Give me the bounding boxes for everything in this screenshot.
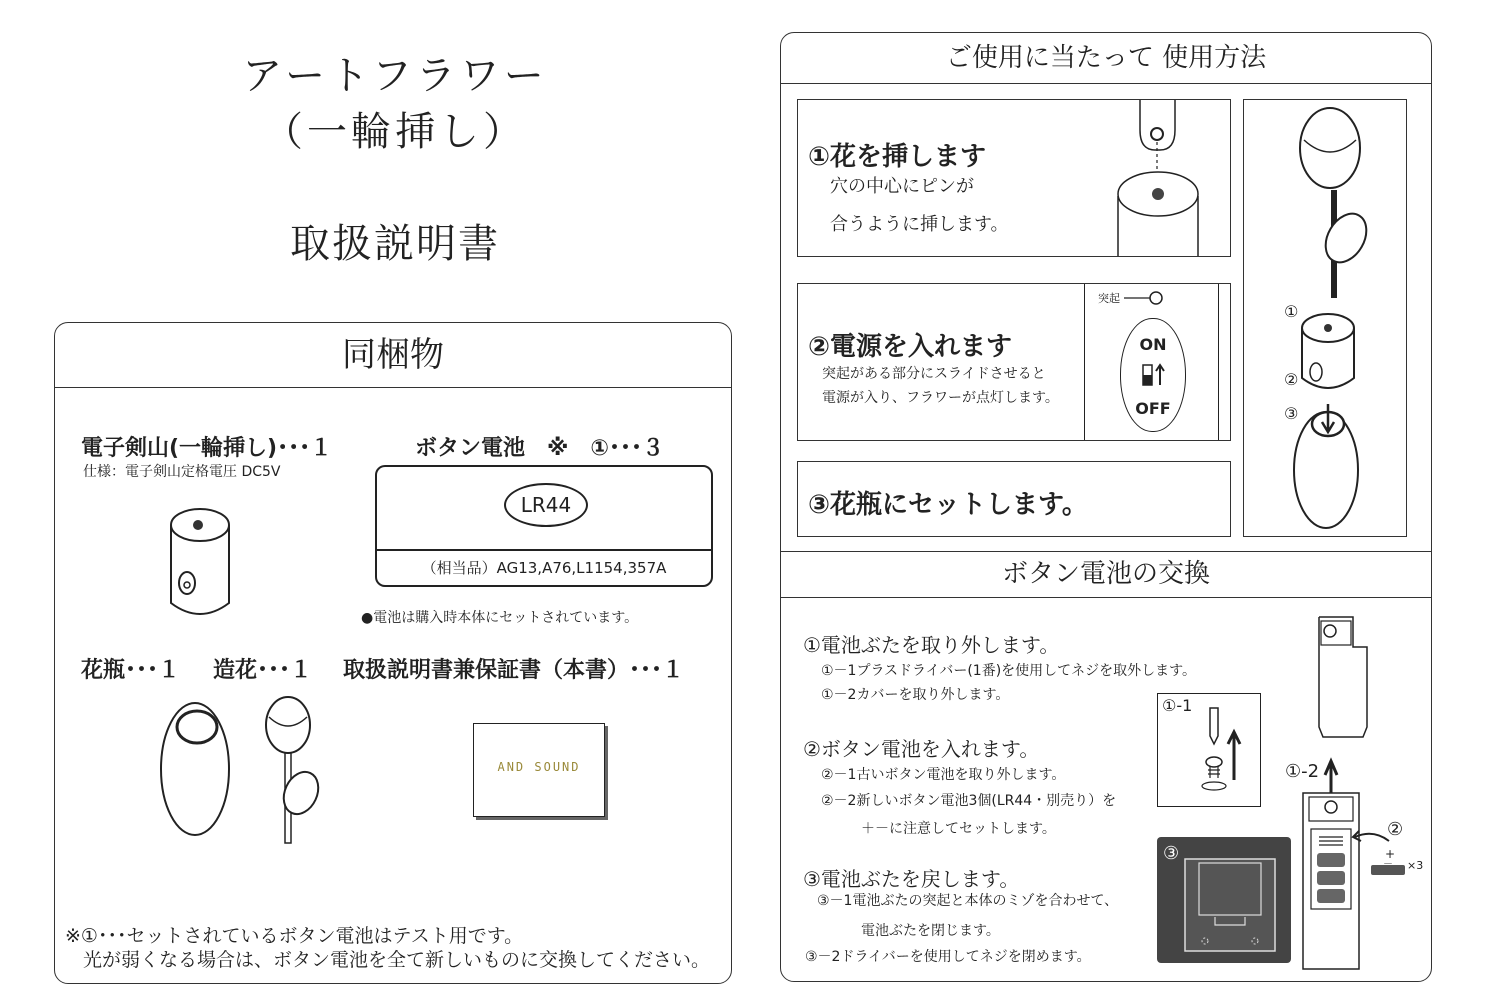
replace-s3-title: ③電池ぶたを戻します。 [803,867,1020,891]
replace-s2-title: ②ボタン電池を入れます。 [803,737,1040,761]
kenzan-title: 電子剣山(一輪挿し)･･･１ [81,436,333,461]
assembly-label-2: ② [1284,370,1299,389]
usage-heading: ご使用に当たって 使用方法 [781,33,1431,84]
screw-detail-box [1157,693,1261,807]
assembly-label-3: ③ [1284,404,1299,423]
protrusion-label: 突起 [1098,292,1120,305]
replace-s2-c: ＋－に注意してセットします。 [861,821,1056,837]
usage-step3 [797,461,1231,537]
label-1-1: ①-1 [1162,696,1193,715]
insert-arrow [1349,827,1393,847]
cover-illustration [1303,617,1383,807]
step1-line1: 穴の中心にピンが [830,176,974,197]
assembly-panel [1243,99,1407,537]
step2-line1: 突起がある部分にスライドさせると [822,366,1046,382]
replace-s1-b: ①－2カバーを取り外します。 [821,687,1010,703]
spare-battery-icon [1371,865,1405,875]
replace-heading: ボタン電池の交換 [1001,559,1210,589]
switch-off-label: OFF [1135,399,1171,418]
replace-s3-b: 電池ぶたを閉じます。 [861,923,1000,939]
body-illustration [1299,793,1363,973]
footnote-line1: ※①･･･セットされているボタン電池はテスト用です。 [65,925,524,947]
kenzan-illustration [165,503,235,623]
replace-s1-title: ①電池ぶたを取り外します。 [803,633,1060,657]
manual-title: 取扱説明書兼保証書（本書）･･･１ [343,658,685,683]
replace-s1-a: ①－1プラスドライバー(1番)を使用してネジを取外します。 [821,663,1197,679]
cover-title-line2: （一輪挿し） [263,109,527,155]
step3-title: ③花瓶にセットします。 [808,490,1088,520]
step2-title: ②電源を入れます [808,332,1013,362]
contents-box [54,322,732,984]
kenzan-spec: 仕様：電子剣山定格電圧 DC5V [83,464,281,480]
step1-illustration [1110,100,1220,256]
battery-coin [504,483,588,527]
battery-bay-detail [1157,837,1291,963]
assembly-label-1: ① [1284,302,1299,321]
vase-title: 花瓶･･･１ [81,658,181,683]
replace-s2-a: ②－1古いボタン電池を取り外します。 [821,767,1066,783]
vase-illustration [159,701,231,837]
battery-model: LR44 [520,493,572,517]
battery-note: ●電池は購入時本体にセットされています。 [361,610,639,626]
plus-sign: + [1385,847,1396,861]
step1-line2: 合うように挿します。 [830,214,1009,235]
protrusion-marker [1124,290,1164,306]
manual-logo: AND SOUND [497,760,581,774]
bay-illustration [1175,855,1285,955]
switch-slider [1141,363,1167,387]
contents-heading: 同梱物 [55,323,731,388]
step1-title: ①花を挿します [808,142,987,172]
replace-s3-a: ③－1電池ぶたの突起と本体のミゾを合わせて、 [817,893,1119,909]
manual-illustration [473,723,605,817]
label-2: ② [1387,819,1404,840]
flower-illustration [255,695,325,845]
cover-title-line1: アートフラワー [242,53,548,99]
power-switch[interactable] [1120,318,1186,432]
label-3: ③ [1163,843,1180,864]
replace-s2-b: ②－2新しいボタン電池3個(LR44・別売り）を [821,793,1117,809]
battery-title: ボタン電池 ※ ①･･･３ [415,436,665,461]
usage-step2 [797,283,1231,441]
step2-line2: 電源が入り、フラワーが点灯します。 [822,390,1059,406]
switch-on-label: ON [1139,335,1167,354]
times-three: ×3 [1407,859,1424,872]
battery-panel [375,465,713,587]
cover-title-line3: 取扱説明書 [290,221,500,267]
assembly-diagram [1244,100,1406,536]
usage-box [780,32,1432,982]
usage-step1 [797,99,1231,257]
footnote-line2: 光が弱くなる場合は、ボタン電池を全て新しいものに交換してください。 [83,949,711,971]
screwdriver-screw [1188,700,1258,804]
replace-s3-c: ③－2ドライバーを使用してネジを閉めます。 [805,949,1091,965]
battery-equiv: （相当品）AG13,A76,L1154,357A [421,559,667,577]
label-1-2: ①-2 [1285,761,1320,782]
flower-title: 造花･･･１ [213,658,313,683]
